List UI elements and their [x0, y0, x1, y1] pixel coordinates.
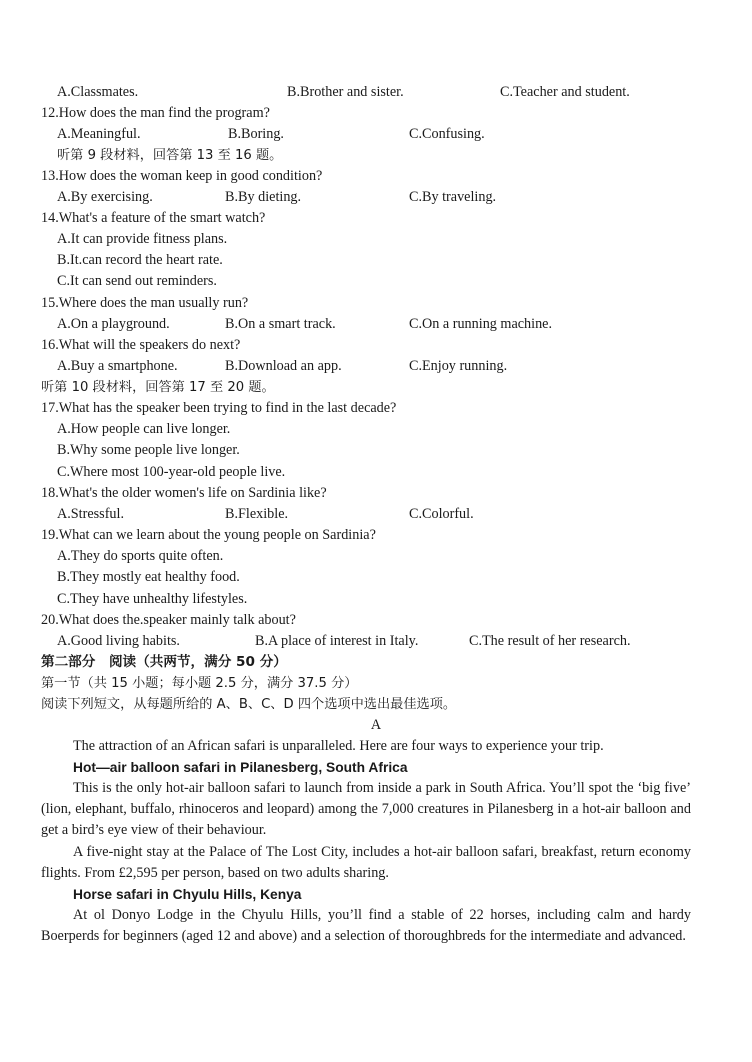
q16-options [0, 356, 752, 377]
section9-instruction: 听第 9 段材料，回答第 13 至 16 题。 [57, 148, 283, 163]
passage-intro: The attraction of an African safari is unparalleled. Here are four ways to experience your trip. [73, 738, 604, 754]
q11-option-b: B.Brother and sister. [287, 84, 404, 100]
heading-horse-safari: Horse safari in Chyulu Hills, Kenya [73, 887, 302, 902]
q18-option-b: B.Flexible. [225, 506, 289, 522]
q19-option-a: A.They do sports quite often. [57, 548, 224, 564]
paragraph-palace-stay: A five-night stay at the Palace of The Lost City, includes a hot-air balloon safari, breakfast, return economy flights. From £2,595 per person, based on two adults sharing. [41, 844, 691, 882]
q13-stem: 13.How does the woman keep in good condition? [41, 168, 323, 184]
q14-option-b: B.It.can record the heart rate. [57, 252, 223, 268]
q19-option-c: C.They have unhealthy lifestyles. [57, 591, 248, 607]
q11-options [0, 82, 752, 103]
q11-option-a: A.Classmates. [57, 84, 139, 100]
q19-option-b: B.They mostly eat healthy food. [57, 569, 240, 585]
q14-stem: 14.What's a feature of the smart watch? [41, 210, 266, 226]
q14-option-c: C.It can send out reminders. [57, 273, 217, 289]
q15-stem: 15.Where does the man usually run? [41, 295, 249, 311]
q14-option-a: A.It can provide fitness plans. [57, 231, 228, 247]
q13-option-b: B.By dieting. [225, 189, 302, 205]
q16-option-c: C.Enjoy running. [409, 358, 508, 374]
q12-options [0, 124, 752, 145]
q12-option-c: C.Confusing. [409, 126, 485, 142]
q13-option-a: A.By exercising. [57, 189, 153, 205]
q13-options [0, 187, 752, 208]
q20-option-b: B.A place of interest in Italy. [255, 633, 419, 649]
q12-stem: 12.How does the man find the program? [41, 105, 270, 121]
q20-option-a: A.Good living habits. [57, 633, 180, 649]
q15-option-b: B.On a smart track. [225, 316, 336, 332]
q16-option-b: B.Download an app. [225, 358, 342, 374]
heading-balloon-safari: Hot—air balloon safari in Pilanesberg, South Africa [73, 760, 408, 775]
q18-option-c: C.Colorful. [409, 506, 474, 522]
q20-option-c: C.The result of her research. [469, 633, 631, 649]
section10-instruction: 听第 10 段材料，回答第 17 至 20 题。 [41, 380, 275, 395]
q20-stem: 20.What does the.speaker mainly talk about? [41, 612, 296, 628]
q17-option-b: B.Why some people live longer. [57, 442, 240, 458]
q12-option-a: A.Meaningful. [57, 126, 141, 142]
q15-options [0, 314, 752, 335]
paragraph-horse-safari: At ol Donyo Lodge in the Chyulu Hills, you’ll find a stable of 22 horses, including calm and hardy Boerperds for beginners (aged 12 and above) and a selection of thoroughbreds for the intermediate and advanced. [41, 907, 691, 945]
q17-option-c: C.Where most 100-year-old people live. [57, 464, 286, 480]
q16-option-a: A.Buy a smartphone. [57, 358, 178, 374]
paragraph-balloon-safari: This is the only hot-air balloon safari to launch from inside a park in South Africa. You’ll spot the ‘big five’ (lion, elephant, buffalo, rhinoceros and leopard) among the 7,000 creatures in Pilanesberg in a hot-air balloon and get a bird’s eye view of their behaviour. [41, 780, 691, 839]
section1-heading: 第一节（共 15 小题；每小题 2.5 分，满分 37.5 分） [41, 676, 358, 691]
q18-option-a: A.Stressful. [57, 506, 124, 522]
q18-options [0, 504, 752, 525]
q20-options [0, 631, 752, 652]
q11-option-c: C.Teacher and student. [500, 84, 630, 100]
reading-instruction: 阅读下列短文，从每题所给的 A、B、C、D 四个选项中选出最佳选项。 [41, 697, 457, 712]
q17-stem: 17.What has the speaker been trying to find in the last decade? [41, 400, 397, 416]
q18-stem: 18.What's the older women's life on Sardinia like? [41, 485, 327, 501]
part2-heading: 第二部分 阅读（共两节，满分 50 分） [41, 654, 287, 670]
q16-stem: 16.What will the speakers do next? [41, 337, 241, 353]
q12-option-b: B.Boring. [228, 126, 284, 142]
passage-label: A [370, 717, 382, 733]
q19-stem: 19.What can we learn about the young people on Sardinia? [41, 527, 376, 543]
q15-option-a: A.On a playground. [57, 316, 170, 332]
q17-option-a: A.How people can live longer. [57, 421, 231, 437]
q15-option-c: C.On a running machine. [409, 316, 553, 332]
q13-option-c: C.By traveling. [409, 189, 497, 205]
